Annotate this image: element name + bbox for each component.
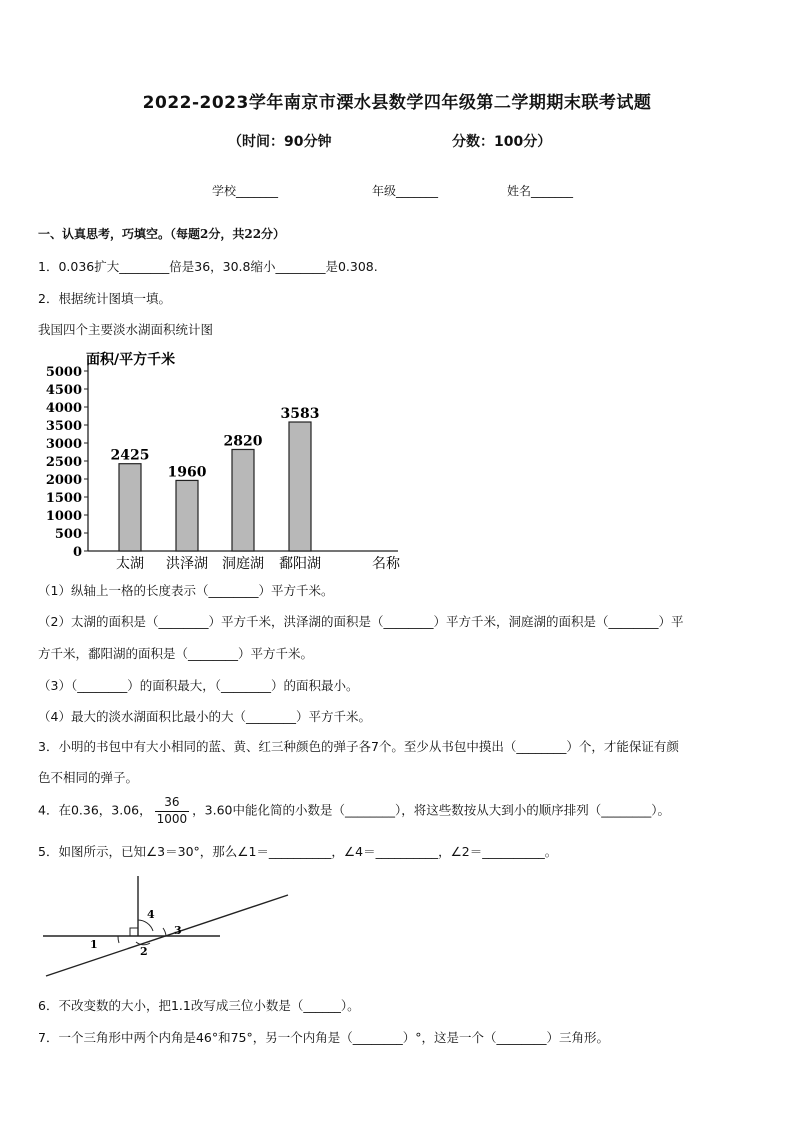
y-tick-label: 4500 [45, 383, 82, 398]
fraction-denominator: 1000 [156, 811, 188, 826]
time-label: （时间：90分钟 [228, 134, 332, 150]
chart-caption: 我国四个主要淡水湖面积统计图 [38, 322, 214, 337]
question-2-4: （4）最大的淡水湖面积比最小的大（________）平方千米。 [38, 709, 371, 724]
question-1: 1．0.036扩大________倍是36，30.8缩小________是0.308. [38, 259, 378, 274]
angle-label-3: 3 [174, 924, 182, 937]
y-axis-label: 面积/平方千米 [86, 352, 176, 368]
category-label: 太湖 [116, 556, 144, 572]
section-heading: 一、认真思考，巧填空。（每题2分，共22分） [38, 227, 286, 241]
angle-figure [38, 868, 308, 983]
question-4 [38, 795, 670, 827]
y-tick-label: 1000 [45, 509, 82, 524]
angle-label-4: 4 [147, 908, 155, 921]
y-tick-label: 3500 [45, 419, 82, 434]
question-3-line1: 3．小明的书包中有大小相同的蓝、黄、红三种颜色的弹子各7个。至少从书包中摸出（________）个，才能保证有颜 [38, 739, 679, 754]
angle-label-1: 1 [90, 938, 98, 951]
bar [119, 464, 141, 551]
y-tick-label: 500 [54, 527, 82, 542]
data-label: 2820 [223, 433, 263, 450]
fraction [155, 795, 190, 827]
question-2: 2．根据统计图填一填。 [38, 291, 171, 306]
y-tick-label: 2000 [45, 473, 82, 488]
school-field: 学校_______ [212, 184, 279, 198]
category-label: 洞庭湖 [222, 556, 264, 572]
score-label: 分数：100分） [452, 134, 552, 150]
data-label: 3583 [280, 406, 320, 423]
question-3-line2: 色不相同的弹子。 [38, 770, 139, 785]
question-2-2-line2: 方千米，鄱阳湖的面积是（________）平方千米。 [38, 646, 314, 661]
fraction-numerator: 36 [155, 795, 190, 812]
data-label: 1960 [167, 464, 207, 481]
y-tick-label: 4000 [45, 401, 82, 416]
question-6: 6．不改变数的大小，把1.1改写成三位小数是（______）。 [38, 998, 360, 1013]
question-2-2-line1: （2）太湖的面积是（________）平方千米，洪泽湖的面积是（________）平方千米，洞庭湖的面积是（________）平 [38, 614, 684, 629]
y-tick-label: 0 [72, 545, 82, 560]
question-4-after: ，3.60中能化简的小数是（________），将这些数按从大到小的顺序排列（________）。 [192, 802, 671, 818]
category-label: 洪泽湖 [166, 556, 208, 572]
bar [289, 422, 311, 551]
question-7: 7．一个三角形中两个内角是46°和75°，另一个内角是（________）°，这是一个（________）三角形。 [38, 1030, 610, 1045]
bar [176, 480, 198, 551]
name-field: 姓名_______ [507, 184, 574, 198]
x-axis-label: 名称 [372, 556, 400, 572]
angle-label-2: 2 [140, 945, 148, 958]
y-tick-label: 5000 [45, 365, 82, 380]
y-tick-label: 3000 [45, 437, 82, 452]
question-2-1: （1）纵轴上一格的长度表示（________）平方千米。 [38, 583, 334, 598]
page-title: 2022-2023学年南京市溧水县数学四年级第二学期期末联考试题 [142, 93, 652, 113]
lake-area-chart [30, 345, 410, 580]
y-tick-label: 1500 [45, 491, 82, 506]
data-label: 2425 [110, 447, 150, 464]
question-4-before: 4．在0.36，3.06， [38, 802, 152, 818]
y-tick-label: 2500 [45, 455, 82, 470]
category-label: 鄱阳湖 [279, 556, 321, 572]
question-2-3: （3）（________）的面积最大，（________）的面积最小。 [38, 678, 359, 693]
grade-field: 年级_______ [372, 184, 439, 198]
question-5: 5．如图所示，已知∠3＝30°，那么∠1＝__________，∠4＝__________，∠2＝__________。 [38, 844, 558, 859]
bar [232, 449, 254, 551]
